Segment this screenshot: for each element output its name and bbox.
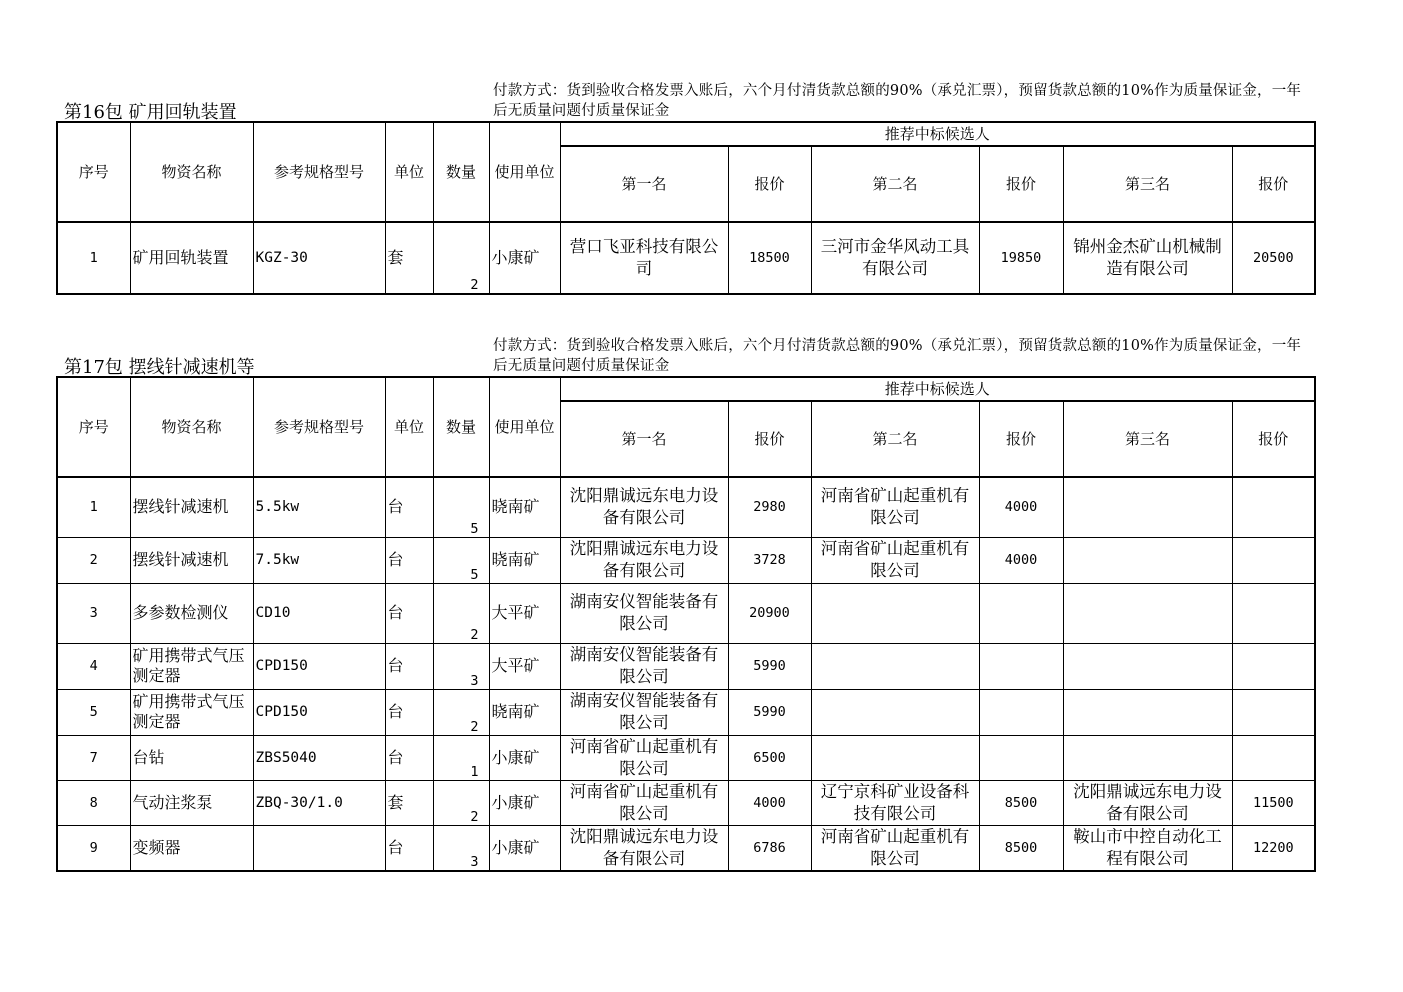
cell-third: 锦州金杰矿山机械制造有限公司 bbox=[1063, 222, 1232, 294]
cell-spec: ZBS5040 bbox=[253, 735, 385, 780]
table-row bbox=[57, 735, 1315, 780]
cell-first: 沈阳鼎诚远东电力设备有限公司 bbox=[560, 825, 728, 871]
cell-spec: CD10 bbox=[253, 583, 385, 643]
cell-unit: 台 bbox=[385, 583, 433, 643]
cell-first: 河南省矿山起重机有限公司 bbox=[560, 735, 728, 780]
header-spec: 参考规格型号 bbox=[253, 377, 385, 477]
cell-name: 摆线针减速机 bbox=[130, 477, 253, 537]
header-qty: 数量 bbox=[433, 122, 489, 222]
header-price3: 报价 bbox=[1232, 401, 1315, 477]
cell-second: 河南省矿山起重机有限公司 bbox=[811, 825, 979, 871]
cell-qty: 2 bbox=[433, 689, 489, 735]
header-seq: 序号 bbox=[57, 122, 130, 222]
cell-first: 沈阳鼎诚远东电力设备有限公司 bbox=[560, 477, 728, 537]
table-row bbox=[57, 477, 1315, 537]
header-qty: 数量 bbox=[433, 377, 489, 477]
cell-price1: 20900 bbox=[728, 583, 811, 643]
header-seq: 序号 bbox=[57, 377, 130, 477]
cell-price3: 11500 bbox=[1232, 780, 1315, 825]
cell-second: 河南省矿山起重机有限公司 bbox=[811, 537, 979, 583]
cell-first: 湖南安仪智能装备有限公司 bbox=[560, 583, 728, 643]
bid-table bbox=[56, 376, 1316, 872]
cell-spec: ZBQ-30/1.0 bbox=[253, 780, 385, 825]
cell-unit: 套 bbox=[385, 222, 433, 294]
header-price2: 报价 bbox=[979, 401, 1063, 477]
table-row bbox=[57, 825, 1315, 871]
header-recommend: 推荐中标候选人 bbox=[560, 122, 1315, 146]
cell-unit: 台 bbox=[385, 689, 433, 735]
bid-table bbox=[56, 121, 1316, 295]
cell-first: 河南省矿山起重机有限公司 bbox=[560, 780, 728, 825]
cell-third bbox=[1063, 583, 1232, 643]
cell-price1: 6500 bbox=[728, 735, 811, 780]
header-second: 第二名 bbox=[811, 401, 979, 477]
cell-price1: 4000 bbox=[728, 780, 811, 825]
header-name: 物资名称 bbox=[130, 122, 253, 222]
payment-terms: 付款方式：货到验收合格发票入账后，六个月付清货款总额的90%（承兑汇票），预留货款总额的10%作为质量保证金，一年后无质量问题付质量保证金 bbox=[493, 83, 1302, 119]
header-price2: 报价 bbox=[979, 146, 1063, 222]
header-second: 第二名 bbox=[811, 146, 979, 222]
cell-spec: 7.5kw bbox=[253, 537, 385, 583]
header-spec: 参考规格型号 bbox=[253, 122, 385, 222]
cell-third: 鞍山市中控自动化工程有限公司 bbox=[1063, 825, 1232, 871]
cell-qty: 2 bbox=[433, 780, 489, 825]
cell-qty: 5 bbox=[433, 477, 489, 537]
cell-price1: 3728 bbox=[728, 537, 811, 583]
cell-spec: KGZ-30 bbox=[253, 222, 385, 294]
cell-name: 矿用携带式气压测定器 bbox=[130, 643, 253, 689]
cell-third bbox=[1063, 643, 1232, 689]
cell-second: 辽宁京科矿业设备科技有限公司 bbox=[811, 780, 979, 825]
cell-first: 湖南安仪智能装备有限公司 bbox=[560, 689, 728, 735]
cell-user: 小康矿 bbox=[489, 222, 560, 294]
cell-qty: 2 bbox=[433, 222, 489, 294]
cell-price2 bbox=[979, 689, 1063, 735]
cell-price2: 4000 bbox=[979, 537, 1063, 583]
package-title: 第17包 摆线针减速机等 bbox=[64, 357, 255, 378]
cell-price3 bbox=[1232, 643, 1315, 689]
cell-second bbox=[811, 735, 979, 780]
cell-name: 台钻 bbox=[130, 735, 253, 780]
header-price1: 报价 bbox=[728, 401, 811, 477]
cell-price3 bbox=[1232, 477, 1315, 537]
cell-spec: CPD150 bbox=[253, 689, 385, 735]
cell-third bbox=[1063, 689, 1232, 735]
cell-price2: 4000 bbox=[979, 477, 1063, 537]
cell-seq: 7 bbox=[57, 735, 130, 780]
cell-name: 矿用回轨装置 bbox=[130, 222, 253, 294]
cell-price1: 5990 bbox=[728, 689, 811, 735]
header-recommend: 推荐中标候选人 bbox=[560, 377, 1315, 401]
header-unit: 单位 bbox=[385, 377, 433, 477]
cell-unit: 台 bbox=[385, 825, 433, 871]
cell-qty: 3 bbox=[433, 825, 489, 871]
payment-terms: 付款方式：货到验收合格发票入账后，六个月付清货款总额的90%（承兑汇票），预留货款总额的10%作为质量保证金，一年后无质量问题付质量保证金 bbox=[493, 338, 1302, 374]
table-row bbox=[57, 643, 1315, 689]
cell-price2 bbox=[979, 583, 1063, 643]
cell-price1: 18500 bbox=[728, 222, 811, 294]
header-first: 第一名 bbox=[560, 401, 728, 477]
cell-second bbox=[811, 689, 979, 735]
header-first: 第一名 bbox=[560, 146, 728, 222]
cell-unit: 套 bbox=[385, 780, 433, 825]
cell-spec bbox=[253, 825, 385, 871]
cell-user: 小康矿 bbox=[489, 825, 560, 871]
cell-third: 沈阳鼎诚远东电力设备有限公司 bbox=[1063, 780, 1232, 825]
cell-price3: 12200 bbox=[1232, 825, 1315, 871]
cell-seq: 1 bbox=[57, 222, 130, 294]
cell-price2: 8500 bbox=[979, 780, 1063, 825]
cell-seq: 9 bbox=[57, 825, 130, 871]
cell-price2 bbox=[979, 735, 1063, 780]
table-row bbox=[57, 222, 1315, 294]
cell-price2: 19850 bbox=[979, 222, 1063, 294]
cell-user: 大平矿 bbox=[489, 643, 560, 689]
cell-second bbox=[811, 583, 979, 643]
cell-third bbox=[1063, 477, 1232, 537]
header-unit: 单位 bbox=[385, 122, 433, 222]
cell-first: 湖南安仪智能装备有限公司 bbox=[560, 643, 728, 689]
cell-qty: 1 bbox=[433, 735, 489, 780]
header-third: 第三名 bbox=[1063, 146, 1232, 222]
header-price1: 报价 bbox=[728, 146, 811, 222]
cell-second: 河南省矿山起重机有限公司 bbox=[811, 477, 979, 537]
table-row bbox=[57, 583, 1315, 643]
table-body bbox=[57, 477, 1315, 871]
cell-qty: 5 bbox=[433, 537, 489, 583]
cell-second bbox=[811, 643, 979, 689]
package-title: 第16包 矿用回轨装置 bbox=[64, 102, 237, 123]
cell-seq: 4 bbox=[57, 643, 130, 689]
table-row bbox=[57, 780, 1315, 825]
cell-seq: 5 bbox=[57, 689, 130, 735]
table-row bbox=[57, 537, 1315, 583]
cell-price1: 2980 bbox=[728, 477, 811, 537]
cell-spec: CPD150 bbox=[253, 643, 385, 689]
cell-user: 晓南矿 bbox=[489, 689, 560, 735]
cell-first: 沈阳鼎诚远东电力设备有限公司 bbox=[560, 537, 728, 583]
cell-price2: 8500 bbox=[979, 825, 1063, 871]
cell-user: 小康矿 bbox=[489, 735, 560, 780]
cell-price3 bbox=[1232, 735, 1315, 780]
cell-name: 变频器 bbox=[130, 825, 253, 871]
header-price3: 报价 bbox=[1232, 146, 1315, 222]
cell-user: 大平矿 bbox=[489, 583, 560, 643]
header-user: 使用单位 bbox=[489, 377, 560, 477]
header-user: 使用单位 bbox=[489, 122, 560, 222]
cell-unit: 台 bbox=[385, 643, 433, 689]
cell-price1: 5990 bbox=[728, 643, 811, 689]
cell-unit: 台 bbox=[385, 735, 433, 780]
cell-user: 小康矿 bbox=[489, 780, 560, 825]
cell-seq: 8 bbox=[57, 780, 130, 825]
cell-name: 气动注浆泵 bbox=[130, 780, 253, 825]
cell-name: 矿用携带式气压测定器 bbox=[130, 689, 253, 735]
cell-unit: 台 bbox=[385, 537, 433, 583]
cell-user: 晓南矿 bbox=[489, 477, 560, 537]
header-third: 第三名 bbox=[1063, 401, 1232, 477]
cell-seq: 3 bbox=[57, 583, 130, 643]
cell-price2 bbox=[979, 643, 1063, 689]
cell-user: 晓南矿 bbox=[489, 537, 560, 583]
cell-third bbox=[1063, 537, 1232, 583]
cell-first: 营口飞亚科技有限公司 bbox=[560, 222, 728, 294]
cell-qty: 3 bbox=[433, 643, 489, 689]
table-row bbox=[57, 689, 1315, 735]
cell-price3 bbox=[1232, 689, 1315, 735]
cell-unit: 台 bbox=[385, 477, 433, 537]
cell-price3: 20500 bbox=[1232, 222, 1315, 294]
cell-second: 三河市金华风动工具有限公司 bbox=[811, 222, 979, 294]
cell-seq: 1 bbox=[57, 477, 130, 537]
cell-price3 bbox=[1232, 583, 1315, 643]
cell-name: 摆线针减速机 bbox=[130, 537, 253, 583]
header-name: 物资名称 bbox=[130, 377, 253, 477]
cell-seq: 2 bbox=[57, 537, 130, 583]
cell-price3 bbox=[1232, 537, 1315, 583]
cell-qty: 2 bbox=[433, 583, 489, 643]
cell-third bbox=[1063, 735, 1232, 780]
cell-price1: 6786 bbox=[728, 825, 811, 871]
cell-spec: 5.5kw bbox=[253, 477, 385, 537]
cell-name: 多参数检测仪 bbox=[130, 583, 253, 643]
